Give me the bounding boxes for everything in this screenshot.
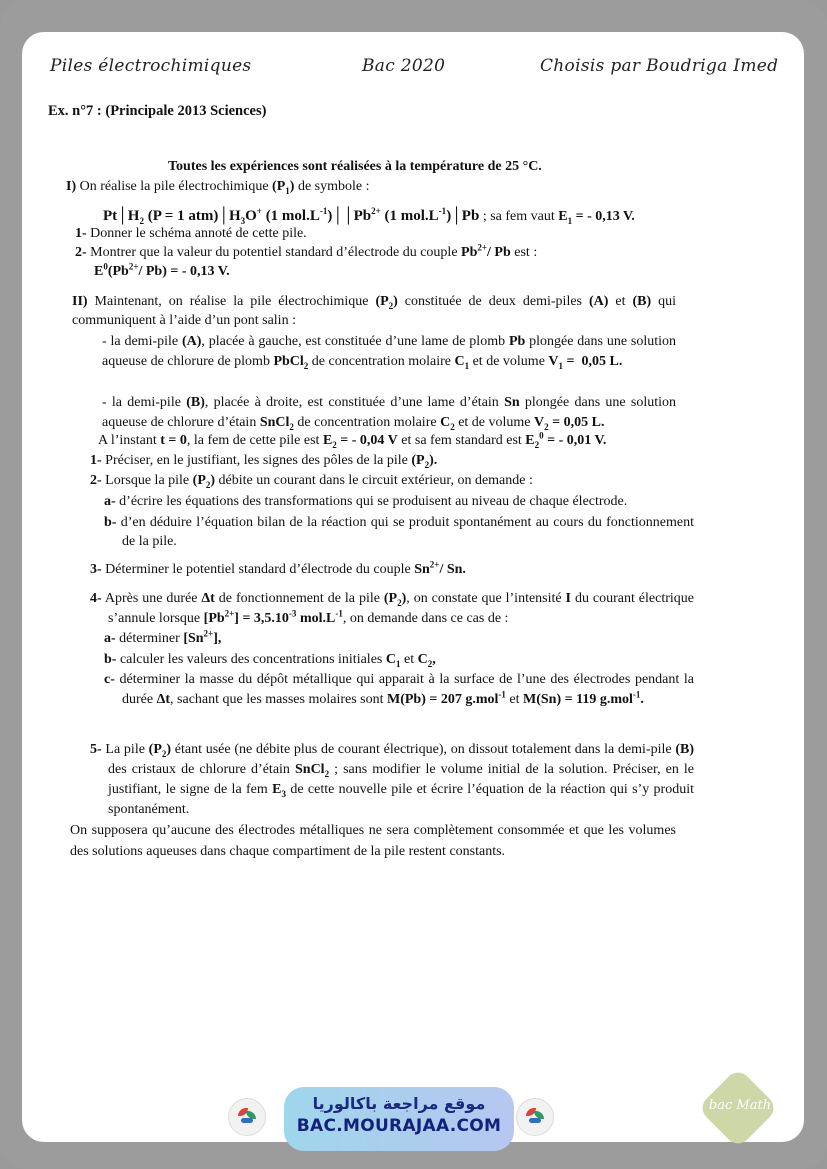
- conditions-line: Toutes les expériences sont réalisées à la température de 25 °C.: [168, 159, 542, 174]
- site-logo-right: [516, 1098, 554, 1136]
- part-two-question-5: 5- La pile $(P_2)$ étant usée (ne débite plus de courant électrique), on dissout totalement dans la demi-pile (B) des cristaux de chlorure d’étain SnCl$_2$ ; sans modifier le volume initial de la solution. Préciser, en le justifiant, le signe de la fem $E_3$ de cette nouvelle pile et écrire l’équation de la réaction qui s’y produit spontanément.: [90, 742, 694, 817]
- header-author: Choisis par Boudriga Imed: [540, 56, 779, 76]
- part-two-question-4: 4- Après une durée Δt de fonctionnement de la pile $(P_2)$, on constate que l’intensité I du courant électrique s’annule lorsque $[Pb^{2+}] = 3,5.10^{-3}$ $mol.L^{-1}$, on demande dans ce cas de :: [90, 591, 694, 626]
- part-two-question-4b: b- calculer les valeurs des concentrations initiales $C_1$ et $C_2$,: [104, 652, 436, 669]
- document-sheet: [22, 32, 804, 1142]
- part-two-question-2a: a- d’écrire les équations des transformations qui se produisent au niveau de chaque électrode.: [104, 494, 628, 509]
- part-two-question-3: 3- Déterminer le potentiel standard d’électrode du couple $Sn^{2+}/$ Sn.: [90, 559, 466, 577]
- site-logo-left: [228, 1098, 266, 1136]
- part-two-question-2b: b- d’en déduire l’équation bilan de la réaction qui se produit spontanément au cours du fonctionnement de la pile.: [104, 515, 694, 549]
- bacmath-badge-text: bac Math: [708, 1098, 772, 1113]
- half-cell-b: - la demi-pile (B), placée à droite, est constituée d’une lame d’étain Sn plongée dans une solution aqueuse de chlorure d’étain SnCl$_2$ de concentration molaire $C_2$ et de volume $V_2 = 0,05$ L.: [102, 395, 676, 432]
- cell-symbol-p1: $Pt│H_2$ (P = 1 $atm)│H_3O^+$ (1 $mol.L^{-1})││Pb^{2+}$ (1 $mol.L^{-1})│Pb$ ; sa fem vaut $E_1$ = - 0,13 V.: [103, 206, 635, 226]
- header-exam: Bac 2020: [362, 56, 446, 76]
- standard-potential-pb: $E^0(Pb^{2+}/$ Pb) = - 0,13 V.: [94, 261, 230, 279]
- site-url: BAC.MOURAJAA.COM: [296, 1116, 502, 1136]
- part-two-question-4c: c- déterminer la masse du dépôt métallique qui apparait à la surface de l’une des électrodes pendant la durée Δt, sachant que les masses molaires sont M(Pb) = 207 g.mol$^{-1}$ et M(Sn) = 119 g.mol$^{-1}$.: [104, 672, 694, 707]
- part-two-question-4a: a- déterminer $[Sn^{2+}]$,: [104, 628, 222, 646]
- part-two-question-2: 2- Lorsque la pile $(P_2)$ débite un courant dans le circuit extérieur, on demande :: [90, 473, 533, 490]
- exercise-title: Ex. n°7 : (Principale 2013 Sciences): [48, 103, 267, 119]
- site-banner[interactable]: [284, 1087, 514, 1151]
- part-two-intro: II) Maintenant, on réalise la pile électrochimique $(P_2)$ constituée de deux demi-piles (A) et (B) qui communiquent à l’aide d’un pont salin :: [72, 294, 676, 328]
- final-note: On supposera qu’aucune des électrodes métalliques ne sera complètement consommée et que les volumes des solutions aqueuses dans chaque compartiment de la pile restent constants.: [70, 823, 676, 859]
- site-name-arabic: موقع مراجعة باكالوريا: [312, 1094, 486, 1113]
- initial-state: A l’instant t = 0, la fem de cette pile est $E_2$ = - 0,04 V et sa fem standard est $E_2^0$ = - 0,01 V.: [98, 430, 607, 450]
- question-2: 2- Montrer que la valeur du potentiel standard d’électrode du couple $Pb^{2+}/$ Pb est :: [75, 242, 538, 260]
- part-two-question-1: 1- Préciser, en le justifiant, les signes des pôles de la pile $(P_2)$.: [90, 453, 438, 470]
- header-topic: Piles électrochimiques: [50, 56, 252, 76]
- half-cell-a: - la demi-pile (A), placée à gauche, est constituée d’une lame de plomb Pb plongée dans une solution aqueuse de chlorure de plomb PbCl$_2$ de concentration molaire $C_1$ et de volume $V_1 = 0,05$ L.: [102, 334, 676, 371]
- part-one-intro: I) On réalise la pile électrochimique $(P_1)$ de symbole :: [66, 179, 370, 196]
- question-1: 1- Donner le schéma annoté de cette pile.: [75, 226, 307, 241]
